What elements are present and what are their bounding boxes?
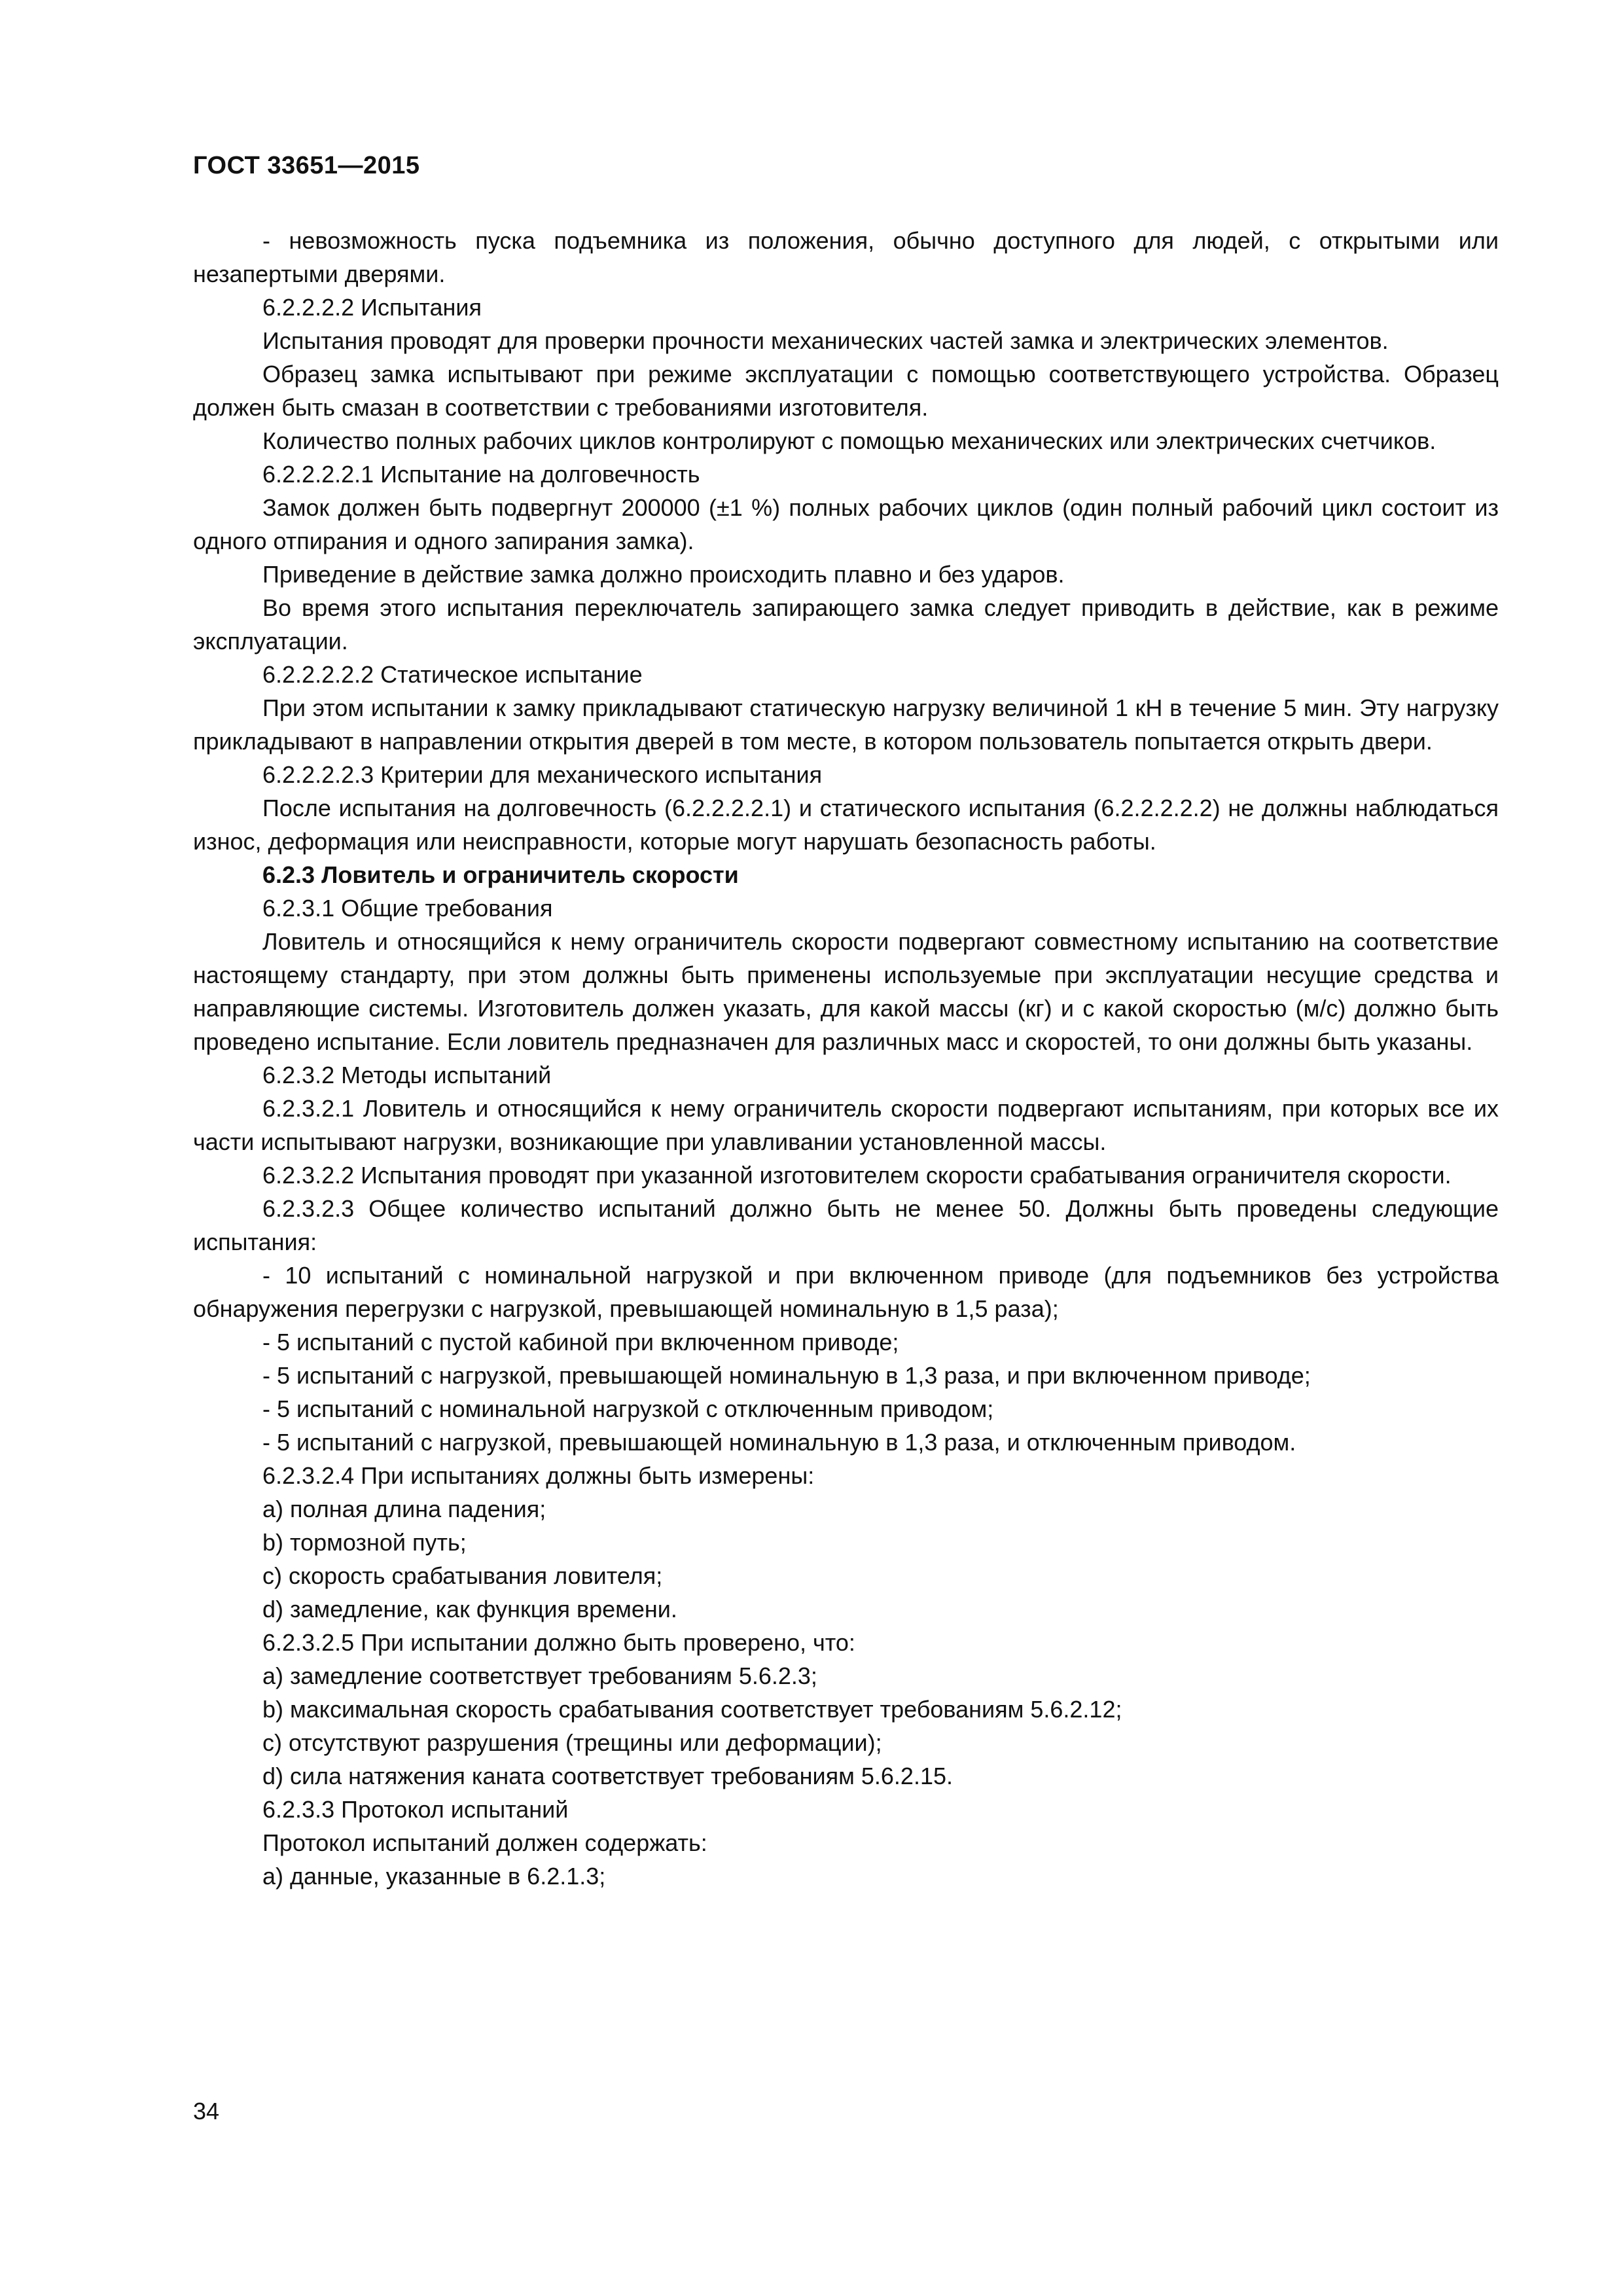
- paragraph: - 10 испытаний с номинальной нагрузкой и при включенном приводе (для подъемников без устройства обнаружения перегрузки с нагрузкой, превышающей номинальную в 1,5 раза);: [193, 1262, 1499, 1322]
- paragraph: 6.2.3.2.3 Общее количество испытаний должно быть не менее 50. Должны быть проведены следующие испытания:: [193, 1195, 1499, 1255]
- paragraph: - 5 испытаний с номинальной нагрузкой с отключенным приводом;: [262, 1395, 994, 1422]
- paragraph: c) отсутствуют разрушения (трещины или деформации);: [262, 1729, 882, 1756]
- paragraph: 6.2.3.2 Методы испытаний: [262, 1062, 552, 1088]
- paragraph: Замок должен быть подвергнут 200000 (±1 %) полных рабочих циклов (один полный рабочий цикл состоит из одного отпирания и одного запирания замка).: [193, 494, 1499, 554]
- paragraph: Образец замка испытывают при режиме эксплуатации с помощью соответствующего устройства. Образец должен быть смазан в соответствии с требованиями изготовителя.: [193, 361, 1499, 421]
- paragraph: 6.2.2.2.2.3 Критерии для механического испытания: [262, 761, 823, 788]
- paragraph: 6.2.3.3 Протокол испытаний: [262, 1796, 569, 1823]
- paragraph: 6.2.3.1 Общие требования: [262, 895, 553, 922]
- paragraph: 6.2.2.2.2.2 Статическое испытание: [262, 661, 643, 688]
- paragraph: 6.2.3.2.1 Ловитель и относящийся к нему ограничитель скорости подвергают испытаниям, при которых все их части испытывают нагрузки, возникающие при улавливании установленной массы.: [193, 1095, 1499, 1155]
- paragraph: 6.2.3.2.5 При испытании должно быть проверено, что:: [262, 1629, 855, 1656]
- paragraph: d) замедление, как функция времени.: [262, 1596, 677, 1623]
- paragraph: a) полная длина падения;: [262, 1496, 546, 1522]
- paragraph: d) сила натяжения каната соответствует требованиям 5.6.2.15.: [262, 1763, 953, 1789]
- section-heading: 6.2.3 Ловитель и ограничитель скорости: [262, 861, 739, 888]
- paragraph: c) скорость срабатывания ловителя;: [262, 1562, 663, 1589]
- document-header: ГОСТ 33651—2015: [193, 152, 420, 179]
- paragraph: Испытания проводят для проверки прочности механических частей замка и электрических элементов.: [262, 327, 1389, 354]
- paragraph: После испытания на долговечность (6.2.2.2.2.1) и статического испытания (6.2.2.2.2.2) не должны наблюдаться износ, деформация или неисправности, которые могут нарушать безопасность работы.: [193, 795, 1499, 855]
- paragraph: b) максимальная скорость срабатывания соответствует требованиям 5.6.2.12;: [262, 1696, 1122, 1723]
- paragraph: 6.2.3.2.4 При испытаниях должны быть измерены:: [262, 1462, 815, 1489]
- paragraph: Протокол испытаний должен содержать:: [262, 1829, 707, 1856]
- paragraph: a) данные, указанные в 6.2.1.3;: [262, 1863, 606, 1890]
- paragraph: - 5 испытаний с нагрузкой, превышающей номинальную в 1,3 раза, и при включенном приводе;: [262, 1362, 1311, 1389]
- paragraph: 6.2.3.2.2 Испытания проводят при указанной изготовителем скорости срабатывания ограничителя скорости.: [262, 1162, 1452, 1189]
- paragraph: - невозможность пуска подъемника из положения, обычно доступного для людей, с открытыми или незапертыми дверями.: [193, 227, 1499, 287]
- paragraph: 6.2.2.2.2 Испытания: [262, 294, 482, 321]
- paragraph: - 5 испытаний с нагрузкой, превышающей номинальную в 1,3 раза, и отключенным приводом.: [262, 1429, 1296, 1456]
- paragraph: Приведение в действие замка должно происходить плавно и без ударов.: [262, 561, 1065, 588]
- paragraph: 6.2.2.2.2.1 Испытание на долговечность: [262, 461, 700, 488]
- paragraph: При этом испытании к замку прикладывают статическую нагрузку величиной 1 кН в течение 5 мин. Эту нагрузку прикладывают в направлении открытия дверей в том месте, в котором пользователь попытается открыть двери.: [193, 694, 1499, 755]
- document-body: [193, 224, 1499, 1893]
- paragraph: Ловитель и относящийся к нему ограничитель скорости подвергают совместному испытанию на соответствие настоящему стандарту, при этом должны быть применены используемые при эксплуатации несущие средства и направляющие системы. Изготовитель должен указать, для какой массы (кг) и с какой скоростью (м/с) должно быть проведено испытание. Если ловитель предназначен для различных масс и скоростей, то они должны быть указаны.: [193, 928, 1499, 1055]
- paragraph: b) тормозной путь;: [262, 1529, 467, 1556]
- paragraph: - 5 испытаний с пустой кабиной при включенном приводе;: [262, 1329, 899, 1355]
- paragraph: Количество полных рабочих циклов контролируют с помощью механических или электрических счетчиков.: [262, 427, 1436, 454]
- paragraph: a) замедление соответствует требованиям 5.6.2.3;: [262, 1662, 817, 1689]
- paragraph: Во время этого испытания переключатель запирающего замка следует приводить в действие, как в режиме эксплуатации.: [193, 594, 1499, 655]
- page-number: 34: [193, 2098, 220, 2125]
